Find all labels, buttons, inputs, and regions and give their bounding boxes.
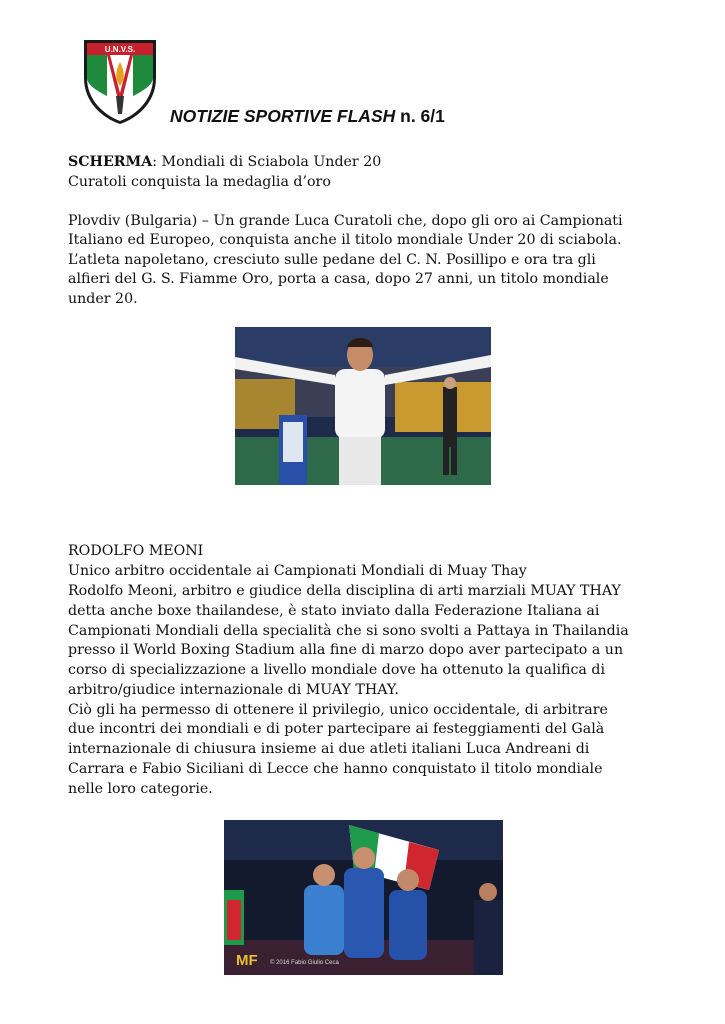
- article1-category: SCHERMA: [68, 154, 153, 170]
- article2-body-line: Carrara e Fabio Siciliani di Lecce che hanno conquistato il titolo mondiale: [68, 761, 603, 777]
- article1-subtitle2: Curatoli conquista la medaglia d’oro: [68, 174, 331, 190]
- article1-heading: [68, 153, 381, 173]
- article2-name: RODOLFO MEONI: [68, 543, 204, 559]
- title-main: NOTIZIE SPORTIVE FLASH: [170, 106, 396, 126]
- article2-body-line: nelle loro categorie.: [68, 781, 213, 797]
- title-number: n. 6/1: [395, 106, 445, 126]
- photo-caption: © 2016 Fabio Giulio Ceca: [270, 960, 339, 966]
- page-title: [170, 106, 445, 127]
- article2-body-line: arbitro/giudice internazionale di MUAY THAY.: [68, 682, 399, 698]
- muay-thai-photo: [224, 820, 503, 975]
- logo-text: U.N.V.S.: [104, 45, 136, 54]
- article2-subtitle: Unico arbitro occidentale ai Campionati Mondiali di Muay Thay: [68, 563, 527, 579]
- article2-body-line: internazionale di chiusura insieme ai due atleti italiani Luca Andreani di: [68, 741, 590, 757]
- article2-body-line: Campionati Mondiali della specialità che si sono svolti a Pattaya in Thailandia: [68, 623, 629, 639]
- article1-body-line: Plovdiv (Bulgaria) – Un grande Luca Curatoli che, dopo gli oro ai Campionati: [68, 213, 623, 229]
- article2-body-line: detta anche boxe thailandese, è stato inviato dalla Federazione Italiana ai: [68, 603, 600, 619]
- article2-body-line: due incontri dei mondiali e di poter partecipare ai festeggiamenti del Galà: [68, 721, 605, 737]
- unvs-logo: [80, 38, 160, 126]
- article2-body-line: Rodolfo Meoni, arbitro e giudice della disciplina di arti marziali MUAY THAY: [68, 583, 621, 599]
- fencer-photo: [235, 327, 491, 485]
- article1-body-line: L’atleta napoletano, cresciuto sulle pedane del C. N. Posillipo e ora tra gli: [68, 252, 596, 268]
- watermark-logo: MF: [236, 952, 258, 969]
- article1-body-line: under 20.: [68, 291, 138, 307]
- article1-body-line: alfieri del G. S. Fiamme Oro, porta a casa, dopo 27 anni, un titolo mondiale: [68, 271, 609, 287]
- article2-body-line: presso il World Boxing Stadium alla fine di marzo dopo aver partecipato a un: [68, 642, 624, 658]
- article1-subtitle: : Mondiali di Sciabola Under 20: [152, 154, 382, 170]
- article2-body-line: corso di specializzazione a livello mondiale dove ha ottenuto la qualifica di: [68, 662, 606, 678]
- article2-body-line: Ciò gli ha permesso di ottenere il privilegio, unico occidentale, di arbitrare: [68, 702, 608, 718]
- article1-body-line: Italiano ed Europeo, conquista anche il titolo mondiale Under 20 di sciabola.: [68, 232, 622, 248]
